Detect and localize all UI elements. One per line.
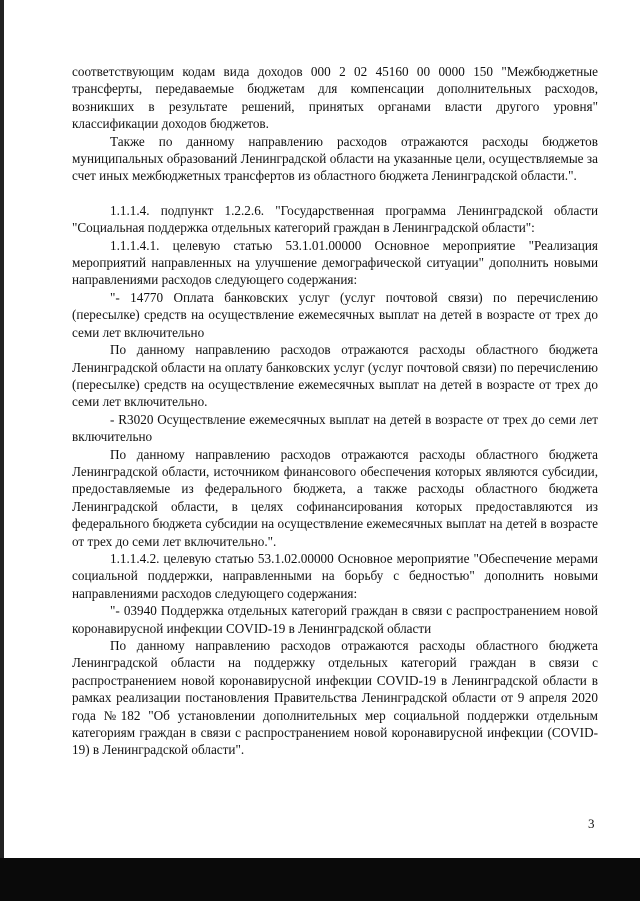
paragraph-code-r3020: - R3020 Осуществление ежемесячных выплат на детей в возрасте от трех до семи лет включительно bbox=[72, 411, 598, 445]
scan-edge-shadow bbox=[0, 0, 4, 901]
paragraph-code-r3020-description: По данному направлению расходов отражаются расходы областного бюджета Ленинградской области, источником финансового обеспечения которых являются субсидии, предоставляемые из федерального бюджета, а также расходы областного бюджета Ленинградской области, в целях софинансирования которых предоставляются из федерального бюджета субсидии на осуществление ежемесячных выплат на детей в возрасте от трех до семи лет включительно.". bbox=[72, 446, 598, 549]
paragraph-subclause-1-1-1-4-1: 1.1.1.4.1. целевую статью 53.1.01.00000 Основное мероприятие "Реализация мероприятий направленных на улучшение демографической ситуации" дополнить новыми направлениями расходов следующего содержания: bbox=[72, 237, 598, 288]
scan-bottom-edge bbox=[0, 858, 640, 901]
paragraph-code-03940-description: По данному направлению расходов отражаются расходы областного бюджета Ленинградской области на поддержку отдельных категорий граждан в связи с распространением новой коронавирусной инфекции COVID-19 в Ленинградской области в рамках реализации постановления Правительства Ленинградской области от 9 апреля 2020 года №182 "Об установлении дополнительных мер социальной поддержки отдельным категориям граждан в связи с распространением новой коронавирусной инфекции (COVID-19) в Ленинградской области". bbox=[72, 638, 598, 758]
paragraph-code-14770-description: По данному направлению расходов отражаются расходы областного бюджета Ленинградской области на оплату банковских услуг (услуг почтовой связи) по перечислению (пересылке) средств на осуществление ежемесячных выплат на детей в возрасте от трех до семи лет включительно. bbox=[72, 342, 598, 410]
paragraph-municipal-expenses: Также по данному направлению расходов отражаются расходы бюджетов муниципальных образований Ленинградской области на указанные цели, осуществляемые за счет иных межбюджетных трансфертов из областного бюджета Ленинградской области.". bbox=[72, 133, 598, 184]
paragraph-subclause-1-1-1-4: 1.1.1.4. подпункт 1.2.2.6. "Государственная программа Ленинградской области "Социальная поддержка отдельных категорий граждан в Ленинградской области": bbox=[72, 202, 598, 236]
page-number: 3 bbox=[588, 816, 595, 831]
paragraph-subclause-1-1-1-4-2: 1.1.1.4.2. целевую статью 53.1.02.00000 Основное мероприятие "Обеспечение мерами социальной поддержки, направленными на борьбу с бедностью" дополнить новыми направлениями расходов следующего содержания: bbox=[72, 550, 598, 601]
paragraph-code-03940: "- 03940 Поддержка отдельных категорий граждан в связи с распространением новой коронавирусной инфекции COVID-19 в Ленинградской области bbox=[72, 603, 598, 636]
paragraph-code-14770: "- 14770 Оплата банковских услуг (услуг почтовой связи) по перечислению (пересылке) средств на осуществление ежемесячных выплат на детей в возрасте от трех до семи лет включительно bbox=[72, 289, 598, 340]
document-body bbox=[72, 63, 598, 759]
paragraph-income-codes: соответствующим кодам вида доходов 000 2 02 45160 00 0000 150 "Межбюджетные трансферты, передаваемые бюджетам для компенсации дополнительных расходов, возникших в результате решений, принятых органами власти другого уровня" классификации доходов бюджетов. bbox=[72, 64, 598, 132]
